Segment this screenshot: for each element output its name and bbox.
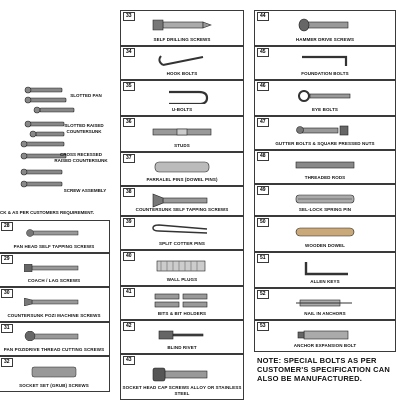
cell-label: EYE BOLTS xyxy=(311,106,339,112)
cell-number: 52 xyxy=(257,290,269,299)
foundation-bolt-icon xyxy=(292,53,358,69)
socket-cap-screw-icon xyxy=(149,367,215,383)
dowel-pin-icon xyxy=(149,159,215,175)
cell-number: 53 xyxy=(257,322,269,331)
cell-40 xyxy=(120,250,244,286)
screw-group-illustration xyxy=(0,84,110,194)
cell-49 xyxy=(254,184,396,216)
cell-52 xyxy=(254,288,396,320)
cell-46 xyxy=(254,80,396,116)
cell-38 xyxy=(120,186,244,216)
allen-key-icon xyxy=(292,260,358,276)
cell-number: 37 xyxy=(123,154,135,163)
cell-label: NAIL IN ANCHORS xyxy=(304,310,346,316)
cell-number: 31 xyxy=(1,324,13,333)
special-bolts-note: NOTE: SPECIAL BOLTS AS PER CUSTOMER'S SPECIFICATION CAN ALSO BE MANUFACTURED. xyxy=(257,356,390,383)
cell-number: 46 xyxy=(257,82,269,91)
left-column xyxy=(0,84,110,400)
cell-50 xyxy=(254,216,396,252)
cell-28 xyxy=(0,220,110,253)
cell-number: 28 xyxy=(1,222,13,231)
cell-label: WALL PLUGS xyxy=(166,276,198,282)
grub-screw-icon xyxy=(24,366,84,378)
cell-label: STUDS xyxy=(174,142,190,148)
cell-36 xyxy=(120,116,244,152)
wooden-dowel-icon xyxy=(292,224,358,240)
self-drilling-screw-icon xyxy=(149,18,215,34)
cell-32 xyxy=(0,356,110,392)
cell-label: THREADED RODS xyxy=(304,174,346,180)
cell-label: GUTTER BOLTS & SQUARE PRESSED NUTS xyxy=(275,140,375,146)
cell-53 xyxy=(254,320,396,352)
cell-39 xyxy=(120,216,244,250)
cell-number: 39 xyxy=(123,218,135,227)
cell-number: 42 xyxy=(123,322,135,331)
cell-35 xyxy=(120,80,244,116)
cell-number: 41 xyxy=(123,288,135,297)
cell-43 xyxy=(120,354,244,400)
threaded-rod-icon xyxy=(292,157,358,173)
cell-label: COUNTERSUNK POZI MACHINE SCREWS xyxy=(7,312,101,318)
thread-cutting-screw-icon xyxy=(24,331,84,341)
cell-51 xyxy=(254,252,396,288)
cell-31 xyxy=(0,322,110,356)
cell-30 xyxy=(0,287,110,322)
cell-44 xyxy=(254,10,396,46)
cell-label: SOCKET SET (GRUB) SCREWS xyxy=(19,382,89,388)
hammer-drive-screw-icon xyxy=(292,18,358,34)
cell-label: FOUNDATION BOLTS xyxy=(301,70,349,76)
cell-33 xyxy=(120,10,244,46)
cotter-pin-icon xyxy=(149,223,215,239)
anchor-bolt-icon xyxy=(292,327,358,343)
bit-holder-icon xyxy=(149,293,215,309)
cell-29 xyxy=(0,253,110,287)
u-bolt-icon xyxy=(149,88,215,104)
cell-number: 29 xyxy=(1,255,13,264)
cell-34 xyxy=(120,46,244,80)
cell-number: 48 xyxy=(257,152,269,161)
cell-number: 33 xyxy=(123,12,135,21)
cell-label: SELF DRILLING SCREWS xyxy=(153,36,211,42)
eye-bolt-icon xyxy=(292,88,358,104)
cell-number: 35 xyxy=(123,82,135,91)
cell-number: 40 xyxy=(123,252,135,261)
cell-label: PAN POZIDRIVE THREAD CUTTING SCREWS xyxy=(3,346,105,352)
stud-icon xyxy=(149,124,215,140)
spring-pin-icon xyxy=(292,191,358,207)
hook-bolt-icon xyxy=(149,53,215,69)
pan-head-screw-icon xyxy=(24,229,84,237)
cell-label: BLIND RIVET xyxy=(167,344,197,350)
cell-number: 47 xyxy=(257,118,269,127)
gutter-bolt-icon xyxy=(292,123,358,139)
cell-label: U-BOLTS xyxy=(171,106,193,112)
cell-45 xyxy=(254,46,396,80)
cell-number: 44 xyxy=(257,12,269,21)
cell-label: ALLEN KEYS xyxy=(310,278,340,284)
cell-label: WOODEN DOWEL xyxy=(305,242,345,248)
cell-label: SEL-LOCK SPRING PIN xyxy=(298,206,352,212)
blind-rivet-icon xyxy=(149,327,215,343)
requirement-note: CK & AS PER CUSTOMERS REQUIREMENT. xyxy=(0,210,95,215)
cell-number: 43 xyxy=(123,356,135,365)
label-cross-recessed: CROSS RECESSED RAISED COUNTERSUNK xyxy=(54,152,108,163)
cell-number: 38 xyxy=(123,188,135,197)
cell-label: HAMMER DRIVE SCREWS xyxy=(295,36,355,42)
cell-48 xyxy=(254,150,396,184)
cell-number: 36 xyxy=(123,118,135,127)
cell-label: PAN HEAD SELF TAPPING SCREWS xyxy=(13,243,95,249)
label-slotted-raised: SLOTTED RAISED COUNTERSUNK xyxy=(64,123,104,134)
cell-42 xyxy=(120,320,244,354)
cell-label: COUNTERSUNK SELF TAPPING SCREWS xyxy=(135,206,229,212)
cell-41 xyxy=(120,286,244,320)
label-slotted-pan: SLOTTED PAN xyxy=(70,93,102,98)
cell-number: 32 xyxy=(1,358,13,367)
cell-label: SPLIT COTTER PINS xyxy=(159,240,205,246)
cell-label: ANCHOR EXPANSION BOLT xyxy=(293,342,357,348)
countersunk-pozi-screw-icon xyxy=(24,298,84,306)
cell-number: 49 xyxy=(257,186,269,195)
wall-plug-icon xyxy=(149,258,215,274)
cell-number: 30 xyxy=(1,289,13,298)
label-screw-assembly: SCREW ASSEMBLY xyxy=(63,188,107,193)
cell-47 xyxy=(254,116,396,150)
nail-anchor-icon xyxy=(292,295,358,311)
cell-label: BITS & BIT HOLDERS xyxy=(157,310,207,316)
cell-number: 34 xyxy=(123,48,135,57)
cell-label: PARRALEL PINS (DOWEL PINS) xyxy=(146,176,218,182)
cell-number: 51 xyxy=(257,254,269,263)
cell-label: HOOK BOLTS xyxy=(166,70,198,76)
cell-number: 45 xyxy=(257,48,269,57)
cell-37 xyxy=(120,152,244,186)
cell-label: SOCKET HEAD CAP SCREWS ALLOY OR STAINLESS STEEL xyxy=(122,385,242,396)
cell-label: COACH / LAG SCREWS xyxy=(27,277,81,283)
lag-screw-icon xyxy=(24,264,84,272)
cell-number: 50 xyxy=(257,218,269,227)
